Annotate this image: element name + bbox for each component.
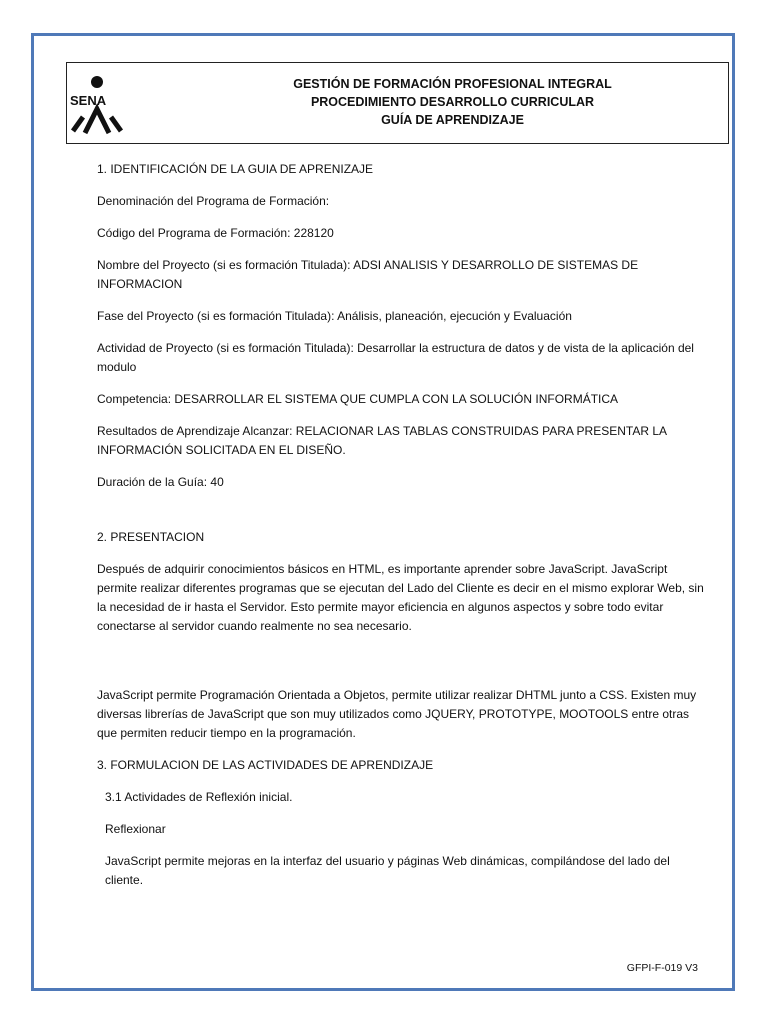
section-3-1-title: 3.1 Actividades de Reflexión inicial. — [105, 790, 293, 804]
duracion-guia: Duración de la Guía: 40 — [97, 475, 224, 489]
form-code: GFPI-F-019 V3 — [626, 962, 698, 974]
competencia: Competencia: DESARROLLAR EL SISTEMA QUE CUMPLA CON LA SOLUCIÓN INFORMÁTICA — [97, 392, 619, 406]
document-body — [97, 160, 707, 890]
header-line-2: PROCEDIMIENTO DESARROLLO CURRICULAR — [310, 95, 595, 109]
header-line-1: GESTIÓN DE FORMACIÓN PROFESIONAL INTEGRAL — [293, 77, 612, 91]
nombre-proyecto: Nombre del Proyecto (si es formación Titulada): ADSI ANALISIS Y DESARROLLO DE SISTEMAS DE INFORMACION — [97, 258, 639, 291]
actividad-proyecto: Actividad de Proyecto (si es formación Titulada): Desarrollar la estructura de datos y de vista de la aplicación del modulo — [97, 341, 694, 374]
section-1-title: 1. IDENTIFICACIÓN DE LA GUIA DE APRENIZAJE — [97, 162, 374, 176]
document-header — [66, 62, 729, 144]
section-3-title: 3. FORMULACION DE LAS ACTIVIDADES DE APRENDIZAJE — [97, 758, 434, 772]
resultados-aprendizaje: Resultados de Aprendizaje Alcanzar: RELACIONAR LAS TABLAS CONSTRUIDAS PARA PRESENTAR LA INFORMACIÓN SOLICITADA EN EL DISEÑO. — [97, 424, 667, 457]
sena-logo — [69, 73, 129, 135]
header-line-3: GUÍA DE APRENDIZAJE — [381, 113, 524, 127]
denominacion-programa: Denominación del Programa de Formación: — [97, 194, 330, 208]
reflexionar-text: JavaScript permite mejoras en la interfaz del usuario y páginas Web dinámicas, compilándose del lado del cliente. — [105, 854, 670, 887]
presentacion-paragraph-2: JavaScript permite Programación Orientada a Objetos, permite utilizar realizar DHTML junto a CSS. Existen muy diversas librerías de JavaScript que son muy utilizados como JQUERY, PROTOTYPE, MOOTOOLS entre otras que permiten reducir tiempo en la programación. — [97, 688, 697, 740]
reflexionar-heading: Reflexionar — [105, 822, 166, 836]
section-2-title: 2. PRESENTACION — [97, 530, 205, 544]
fase-proyecto: Fase del Proyecto (si es formación Titulada): Análisis, planeación, ejecución y Evaluación — [97, 309, 572, 323]
presentacion-paragraph-1: Después de adquirir conocimientos básicos en HTML, es importante aprender sobre JavaScript. JavaScript permite realizar diferentes programas que se ejecutan del Lado del Cliente es decir en el mismo explorar Web, sin la necesidad de ir hasta el Servidor. Esto permite mayor eficiencia en algunos aspectos y sobre todo evitar conectarse al servidor cuando realmente no sea necesario. — [97, 562, 704, 633]
codigo-programa: Código del Programa de Formación: 228120 — [97, 226, 334, 240]
logo-text: SENA — [70, 93, 107, 108]
